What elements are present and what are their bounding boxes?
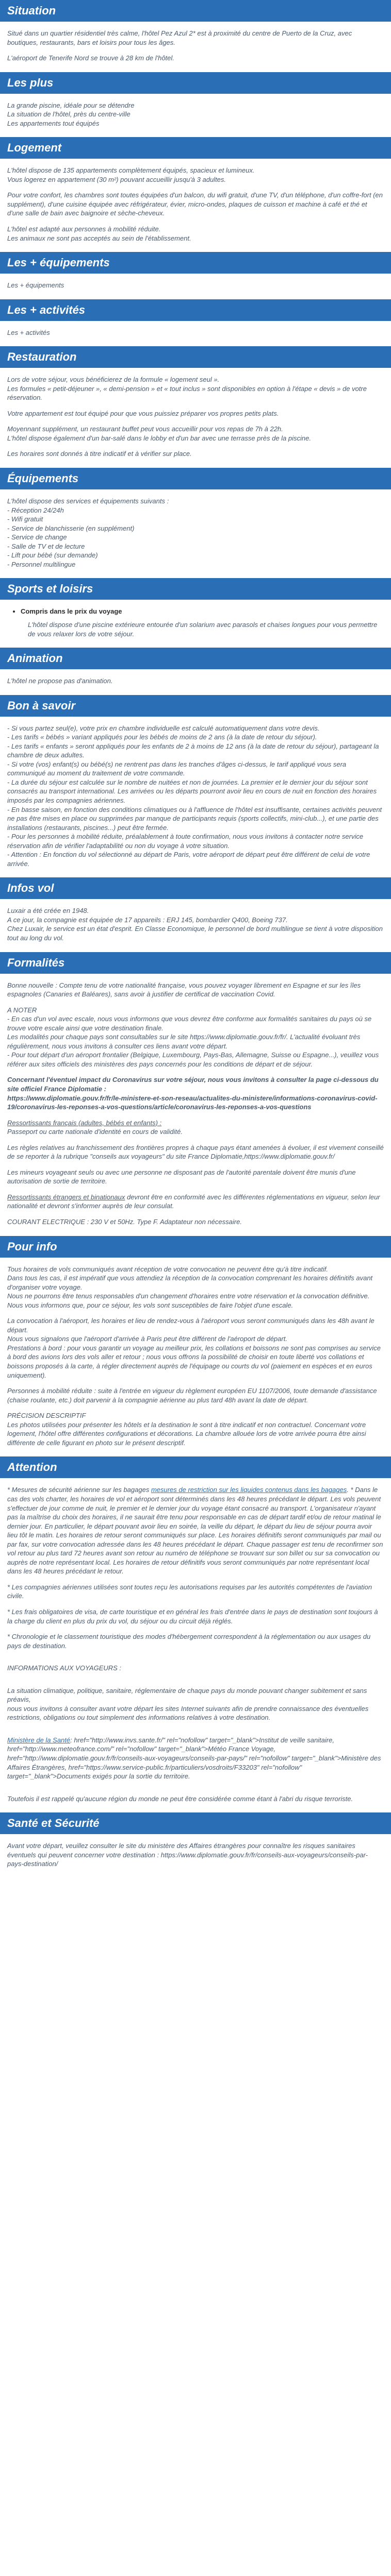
paragraph: L'hôtel ne propose pas d'animation. — [7, 677, 113, 685]
paragraph — [7, 1485, 384, 1575]
section-title: Sports et loisirs — [0, 578, 391, 600]
text-line: Les formules « petit-déjeuner », « demi-pension » et « tout inclus » sont disponibles en option à l'étape « devis » de votre réservation. — [7, 384, 367, 402]
list-item: - La durée du séjour est calculée sur le nombre de nuitées et non de journées. La premier et le dernier jour du séjour sont consacrés au transport international. Les arrivées ou les départs pourront avoir lieu en cours de nuit en fonction des horaires imposés par les compagnies aériennes. — [7, 778, 377, 804]
paragraph — [7, 225, 384, 243]
section-sante-securite — [0, 1812, 391, 1878]
text-line: Nous vous informons que, pour ce séjour, les vols sont susceptibles de faire l'objet d'une escale. — [7, 1301, 294, 1309]
list-item: - Si votre (vos) enfant(s) ou bébé(s) ne rentrent pas dans les tranches d'âges ci-dessus, le tarif appliqué vous sera communiqué au moment du traitement de votre commande. — [7, 760, 347, 777]
liquid-restrictions-link[interactable]: mesures de restriction sur les liquides contenus dans les bagages — [151, 1486, 347, 1494]
paragraph: * Les frais obligatoires de visa, de carte touristique et en général les frais d'entrée dans le pays de destination sont toujours à la charge du client en plus du prix du vol, du séjour ou du circuit déjà réglés. — [7, 1607, 378, 1625]
sports-list — [7, 607, 384, 616]
section-plus-equipements — [0, 252, 391, 299]
paragraph — [7, 425, 384, 443]
section-title: Situation — [0, 0, 391, 22]
section-body — [0, 94, 391, 138]
section-pour-info — [0, 1236, 391, 1457]
text-line: Nous vous signalons que l'aéroport d'arrivée à Paris peut être différent de l'aéroport de départ. — [7, 1335, 287, 1343]
section-body — [0, 489, 391, 578]
section-bon-a-savoir — [0, 695, 391, 878]
list-item: - En basse saison, en fonction des conditions climatiques ou à l'affluence de l'hôtel est insuffisante, certaines activités peuvent ne pas être mises en place ou supprimées par manque de participants requis (sports collectifs, mini-club...), et une partie des installations (restaurants, piscines...) peut être fermée. — [7, 805, 382, 832]
text-line: La convocation à l'aéroport, les horaires et lieu de rendez-vous à l'aéroport vous seront communiqués dans les 48h avant le départ. — [7, 1317, 374, 1334]
paragraph: COURANT ELECTRIQUE : 230 V et 50Hz. Type F. Adaptateur non nécessaire. — [7, 1218, 242, 1226]
text-line: L'hôtel est adapté aux personnes à mobilité réduite. — [7, 225, 161, 233]
section-sports-loisirs — [0, 578, 391, 648]
text-line: * Mesures de sécurité aérienne sur les bagages — [7, 1486, 151, 1494]
list-item: - Attention : En fonction du vol sélectionné au départ de Paris, votre aéroport de départ peut être différent de celui de votre arrivée. — [7, 851, 370, 868]
section-title: Logement — [0, 137, 391, 159]
text-line: La situation climatique, politique, sanitaire, réglementaire de chaque pays du monde pouvant changer subitement et sans préavis, — [7, 1686, 367, 1704]
paragraph — [7, 1118, 384, 1137]
section-formalites — [0, 952, 391, 1236]
section-title: Pour info — [0, 1236, 391, 1258]
paragraph — [7, 375, 384, 402]
paragraph — [7, 1316, 384, 1380]
text-line: Vous logerez en appartement (30 m²) pouvant accueillir jusqu'à 3 adultes. — [7, 175, 226, 183]
text-line: Les photos utilisées pour présenter les hôtels et la destination le sont à titre indicatif et non contractuel. Concernant votre logement, l'hôtel offre différentes configurations et décorations. La chambre allouée lors de votre arrivée pourra être ainsi différente de celle figurant en photo sur le présent descriptif. — [7, 1420, 366, 1447]
coronavirus-note: Concernant l'éventuel impact du Coronavirus sur votre séjour, nous vous invitons à consulter la page ci-dessous du site officiel France Diplomatie : — [7, 1076, 379, 1093]
section-title: Les + activités — [0, 299, 391, 321]
paragraph: Personnes à mobilité réduite : suite à l'entrée en vigueur du règlement européen EU 1107/2006, toute demande d'assistance (chaise roulante, etc.) doit parvenir à la compagnie aérienne au plus tard 48h avant la date de départ. — [7, 1387, 377, 1404]
paragraph: Situé dans un quartier résidentiel très calme, l'hôtel Pez Azul 2* est à proximité du centre de Puerto de la Cruz, avec boutiques, restaurants, bars et loisirs pour tous les âges. — [7, 29, 352, 46]
paragraph — [7, 1193, 384, 1211]
section-attention — [0, 1456, 391, 1812]
text-line: nous vous invitons à consulter avant votre départ les sites Internet suivants afin de prendre connaissance des éventuelles restrictions, obligations ou tout simplement des informations relatives à votre destination. — [7, 1704, 369, 1722]
text-line: - Pour tout départ d'un aéroport frontalier (Belgique, Luxembourg, Pays-Bas, Allemagne, Suisse ou Espagne...), veuillez vous référer aux sites officiels des ministères des pays concernés pour les conditions de départ et de séjour. — [7, 1051, 379, 1068]
section-body — [0, 22, 391, 72]
paragraph — [7, 1411, 384, 1447]
section-title: Équipements — [0, 468, 391, 489]
list-item: - Si vous partez seul(e), votre prix en chambre individuelle est calculé automatiquement dans votre devis. — [7, 724, 320, 732]
section-body — [0, 899, 391, 952]
text-line: Prestations à bord : pour vous garantir un voyage au meilleur prix, les collations et boissons ne sont pas comprises au service à bord des avions lors des vols aller et retour ; nous vous offrons la possibilité de choisir en toute liberté vos collations et boissons proposés à la carte, à régler directement auprès de l'équipage ou courts du vol (paiement en espèces et en euros uniquement). — [7, 1344, 381, 1379]
section-title: Formalités — [0, 952, 391, 974]
section-les-plus — [0, 72, 391, 138]
paragraph: Les + activités — [7, 328, 50, 336]
paragraph: Toutefois il est rappelé qu'aucune région du monde ne peut être considérée comme étant à l'abri du risque terroriste. — [7, 1794, 353, 1803]
paragraph: Les règles relatives au franchissement des frontières propres à chaque pays étant amenées à évoluer, il est vivement conseillé de se reporter à la rubrique "conseils aux voyageurs" du site France Diplomatie,https://www.diplomatie.gouv.fr/ — [7, 1143, 384, 1161]
spacer — [7, 1788, 384, 1794]
paragraph: Les horaires sont donnés à titre indicatif et à vérifier sur place. — [7, 450, 192, 458]
ministere-sante-link[interactable]: Ministère de la Santé — [7, 1736, 71, 1744]
paragraph — [7, 1686, 384, 1722]
ressortissants-etrangers: Ressortissants étrangers et binationaux — [7, 1193, 125, 1201]
section-body — [0, 159, 391, 252]
section-body — [0, 669, 391, 695]
spacer — [7, 1729, 384, 1736]
text-line: Nous ne pourrons être tenus responsables d'un changement d'horaires entre votre réservation et la convocation définitive. — [7, 1292, 370, 1300]
text-line: Les animaux ne sont pas acceptés au sein de l'établissement. — [7, 234, 191, 242]
text-line: Les modalités pour chaque pays sont consultables sur le site https://www.diplomatie.gouv.fr/fr/. L'actualité évoluant très régulièrement, nous vous invitons à consulter ces liens avant votre départ. — [7, 1033, 361, 1050]
list-item: La situation de l'hôtel, près du centre-ville — [7, 110, 131, 118]
section-title: Santé et Sécurité — [0, 1812, 391, 1834]
section-body — [0, 274, 391, 299]
list-item: - Pour les personnes à mobilité réduite, préalablement à toute confirmation, nous vous invitons à contacter notre service réservation afin de vérifier l'adaptabilité ou non du voyage à votre situation. — [7, 833, 364, 850]
text-line: . * Dans le cas des vols charter, les horaires de vol et aéroport sont déterminés dans les 48 heures précédant le départ. Les vols peuvent s'effectuer de jour comme de nuit, le premier et le dernier jour du voyage étant consacré au transport. L'organisateur n'ayant pas la maîtrise du choix des horaires, il ne saurait être tenu pour responsable en cas de départ tardif et/ou de retour matinal le dernier jour. En particulier, le départ pouvant avoir lieu en soirée, la veille du départ, le départ du lieu de séjour pourra avoir lieu tôt le matin. Les horaires de retour seront communiqués sur place. Les horaires définitifs seront communiqués par mail ou par fax, sur votre convocation adressée dans les 48 heures précédant le départ. Chaque passager est tenu de reconfirmer son vol retour au plus tard 72 heures avant son retour au numéro de téléphone se trouvant sur son billet ou sur sa convocation ou auprès de notre représentant local. Les horaires de retour définitifs vous seront communiqués par notre représentant local dans les 48 heures précédant le retour. — [7, 1486, 383, 1575]
text-line: Moyennant supplément, un restaurant buffet peut vous accueillir pour vos repas de 7h à 22h. — [7, 425, 283, 433]
section-body — [0, 1258, 391, 1457]
spacer — [7, 1680, 384, 1686]
section-title: Les + équipements — [0, 252, 391, 274]
text-line: Lors de votre séjour, vous bénéficierez de la formule « logement seul ». — [7, 376, 220, 384]
section-situation — [0, 0, 391, 72]
section-logement — [0, 137, 391, 252]
paragraph: Les mineurs voyageant seuls ou avec une personne ne disposant pas de l'autorité parentale doivent être munis d'une autorisation de sortie de territoire. — [7, 1168, 356, 1185]
list-item: - Les tarifs « enfants » seront appliqués pour les enfants de 2 à moins de 12 ans (à la date de retour du séjour), partageant la chambre de deux adultes. — [7, 742, 379, 759]
paragraph: INFORMATIONS AUX VOYAGEURS : — [7, 1664, 122, 1672]
section-body — [0, 974, 391, 1236]
list-item: La grande piscine, idéale pour se détendre — [7, 101, 135, 109]
section-infos-vol — [0, 877, 391, 952]
section-restauration — [0, 346, 391, 468]
paragraph: * Les compagnies aériennes utilisées sont toutes reçu les autorisations requises par les autorités compétentes de l'aviation civile. — [7, 1583, 372, 1600]
section-body — [0, 1834, 391, 1878]
sports-description: L'hôtel dispose d'une piscine extérieure entourée d'un solarium avec parasols et chaises longues pour vous permettre de vous relaxer lors de votre séjour. — [28, 620, 378, 638]
list-item: • Compris dans le prix du voyage — [21, 607, 384, 616]
paragraph — [7, 166, 384, 184]
paragraph: Bonne nouvelle : Compte tenu de votre nationalité française, vous pouvez voyager librement en Espagne et sur les îles espagnoles (Canaries et Baléares), sans avoir à justifier de certificat de vaccination Covid. — [7, 981, 361, 998]
paragraph: Les + équipements — [7, 281, 64, 290]
spacer — [7, 1657, 384, 1664]
list-item: - Salle de TV et de lecture — [7, 542, 85, 550]
list-item: - Service de change — [7, 533, 67, 541]
paragraph — [7, 1265, 384, 1310]
diplomatie-link[interactable]: https://www.diplomatie.gouv.fr/fr/le-ministere-et-son-reseau/actualites-du-ministere/informations-coronavirus-covid-19/coronavirus-les-reponses-a-vos-questions/article/coronavirus-les-reponses-a-vos-questions — [7, 1094, 378, 1111]
text-line: Dans tous les cas, il est impératif que vous attendiez la réception de la convocation comprenant les horaires définitifs avant d'organiser votre voyage. — [7, 1274, 373, 1291]
section-title: Animation — [0, 648, 391, 669]
section-title: Bon à savoir — [0, 695, 391, 717]
ressortissants-francais: Ressortissants français (adultes, bébés et enfants) : — [7, 1118, 162, 1127]
text-line: L'hôtel dispose également d'un bar-salé dans le lobby et d'un bar avec une terrasse près de la piscine. — [7, 434, 311, 442]
text-line: devront être en conformité avec les différentes réglementations en vigueur, selon leur nationalité et devront s'informer auprès de leur consulat. — [7, 1193, 380, 1210]
text-line: L'hôtel dispose de 135 appartements complètement équipés, spacieux et lumineux. — [7, 166, 255, 175]
list-item: - Lift pour bébé (sur demande) — [7, 551, 98, 560]
text-line: Luxair a été créée en 1948. — [7, 907, 89, 915]
text-line: - En cas d'un vol avec escale, nous vous informons que vous devrez être conforme aux formalités sanitaires du pays où se trouve votre escale ainsi que votre destination finale. — [7, 1015, 372, 1032]
section-equipements — [0, 468, 391, 578]
text-line: Passeport ou carte nationale d'identité en cours de validité. — [7, 1128, 183, 1136]
section-body — [0, 1478, 391, 1812]
section-plus-activites — [0, 299, 391, 347]
note-title: PRÉCISION DESCRIPTIF — [7, 1412, 86, 1420]
section-body — [0, 321, 391, 347]
section-animation — [0, 648, 391, 695]
paragraph: Pour votre confort, les chambres sont toutes équipées d'un balcon, du wifi gratuit, d'une TV, d'un téléphone, d'un coffre-fort (en supplément), d'une cuisine équipée avec réfrigérateur, évier, micro-ondes, plaques de cuisson et machine à café et thé et d'une salle de bain avec baignoire et sèche-cheveux. — [7, 191, 383, 217]
text-line: Tous horaires de vols communiqués avant réception de votre convocation ne peuvent être qu'à titre indicatif. — [7, 1265, 329, 1273]
paragraph — [7, 1736, 384, 1781]
paragraph: Avant votre départ, veuillez consulter le site du ministère des Affaires étrangères pour connaître les risques sanitaires éventuels qui peuvent concerner votre destination : https://www.diplomatie.gouv.fr/fr/conseils-aux-voyageurs/conseils-par-pays-destination/ — [7, 1842, 368, 1868]
text-line: Chez Luxair, le service est un état d'esprit. En Classe Economique, le personnel de bord multilingue se tient à votre disposition tout au long du vol. — [7, 925, 383, 942]
list-item: - Réception 24/24h — [7, 506, 64, 514]
list-item: - Service de blanchisserie (en supplément) — [7, 524, 135, 532]
section-body — [0, 717, 391, 878]
section-title: Infos vol — [0, 877, 391, 899]
list-item: - Les tarifs « bébés » variant appliqués pour les bébés de moins de 2 ans (à la date de retour du séjour). — [7, 733, 317, 741]
text-line: A ce jour, la compagnie est équipée de 17 appareils : ERJ 145, bombardier Q400, Boeing 737. — [7, 916, 288, 924]
section-body — [0, 368, 391, 468]
list-item: - Personnel multilingue — [7, 560, 76, 568]
list-intro: L'hôtel dispose des services et équipements suivants : — [7, 497, 169, 505]
paragraph: L'aéroport de Tenerife Nord se trouve à 28 km de l'hôtel. — [7, 54, 174, 62]
paragraph — [7, 1075, 384, 1111]
text-line: : href="http://www.invs.sante.fr/" rel="nofollow" target="_blank">Institut de veille sanitaire, href="http://www.meteofrance.com/" rel="nofollow" target="_blank">Météo France Voyage, href="http://www.diplomatie.gouv.fr/fr/conseils-aux-voyageurs/conseils-par-pays/" rel="nofollow" target="_blank">Ministère des Affaires Étrangères, href="https://www.service-public.fr/particuliers/vosdroits/F33203" rel="nofollow" target="_blank">Documents exigés pour la sortie du territoire. — [7, 1736, 381, 1781]
note-title: A NOTER — [7, 1006, 37, 1014]
section-title: Attention — [0, 1456, 391, 1478]
paragraph — [7, 1006, 384, 1069]
section-title: Les plus — [0, 72, 391, 94]
section-body — [0, 600, 391, 648]
list-item: Les appartements tout équipés — [7, 119, 100, 127]
list-item: - Wifi gratuit — [7, 515, 43, 523]
section-title: Restauration — [0, 346, 391, 368]
paragraph: * Chronologie et le classement touristique des modes d'hébergement correspondent à la réglementation ou aux usages du pays de destination. — [7, 1633, 371, 1650]
paragraph: Votre appartement est tout équipé pour que vous puissiez préparer vos propres petits plats. — [7, 409, 279, 417]
